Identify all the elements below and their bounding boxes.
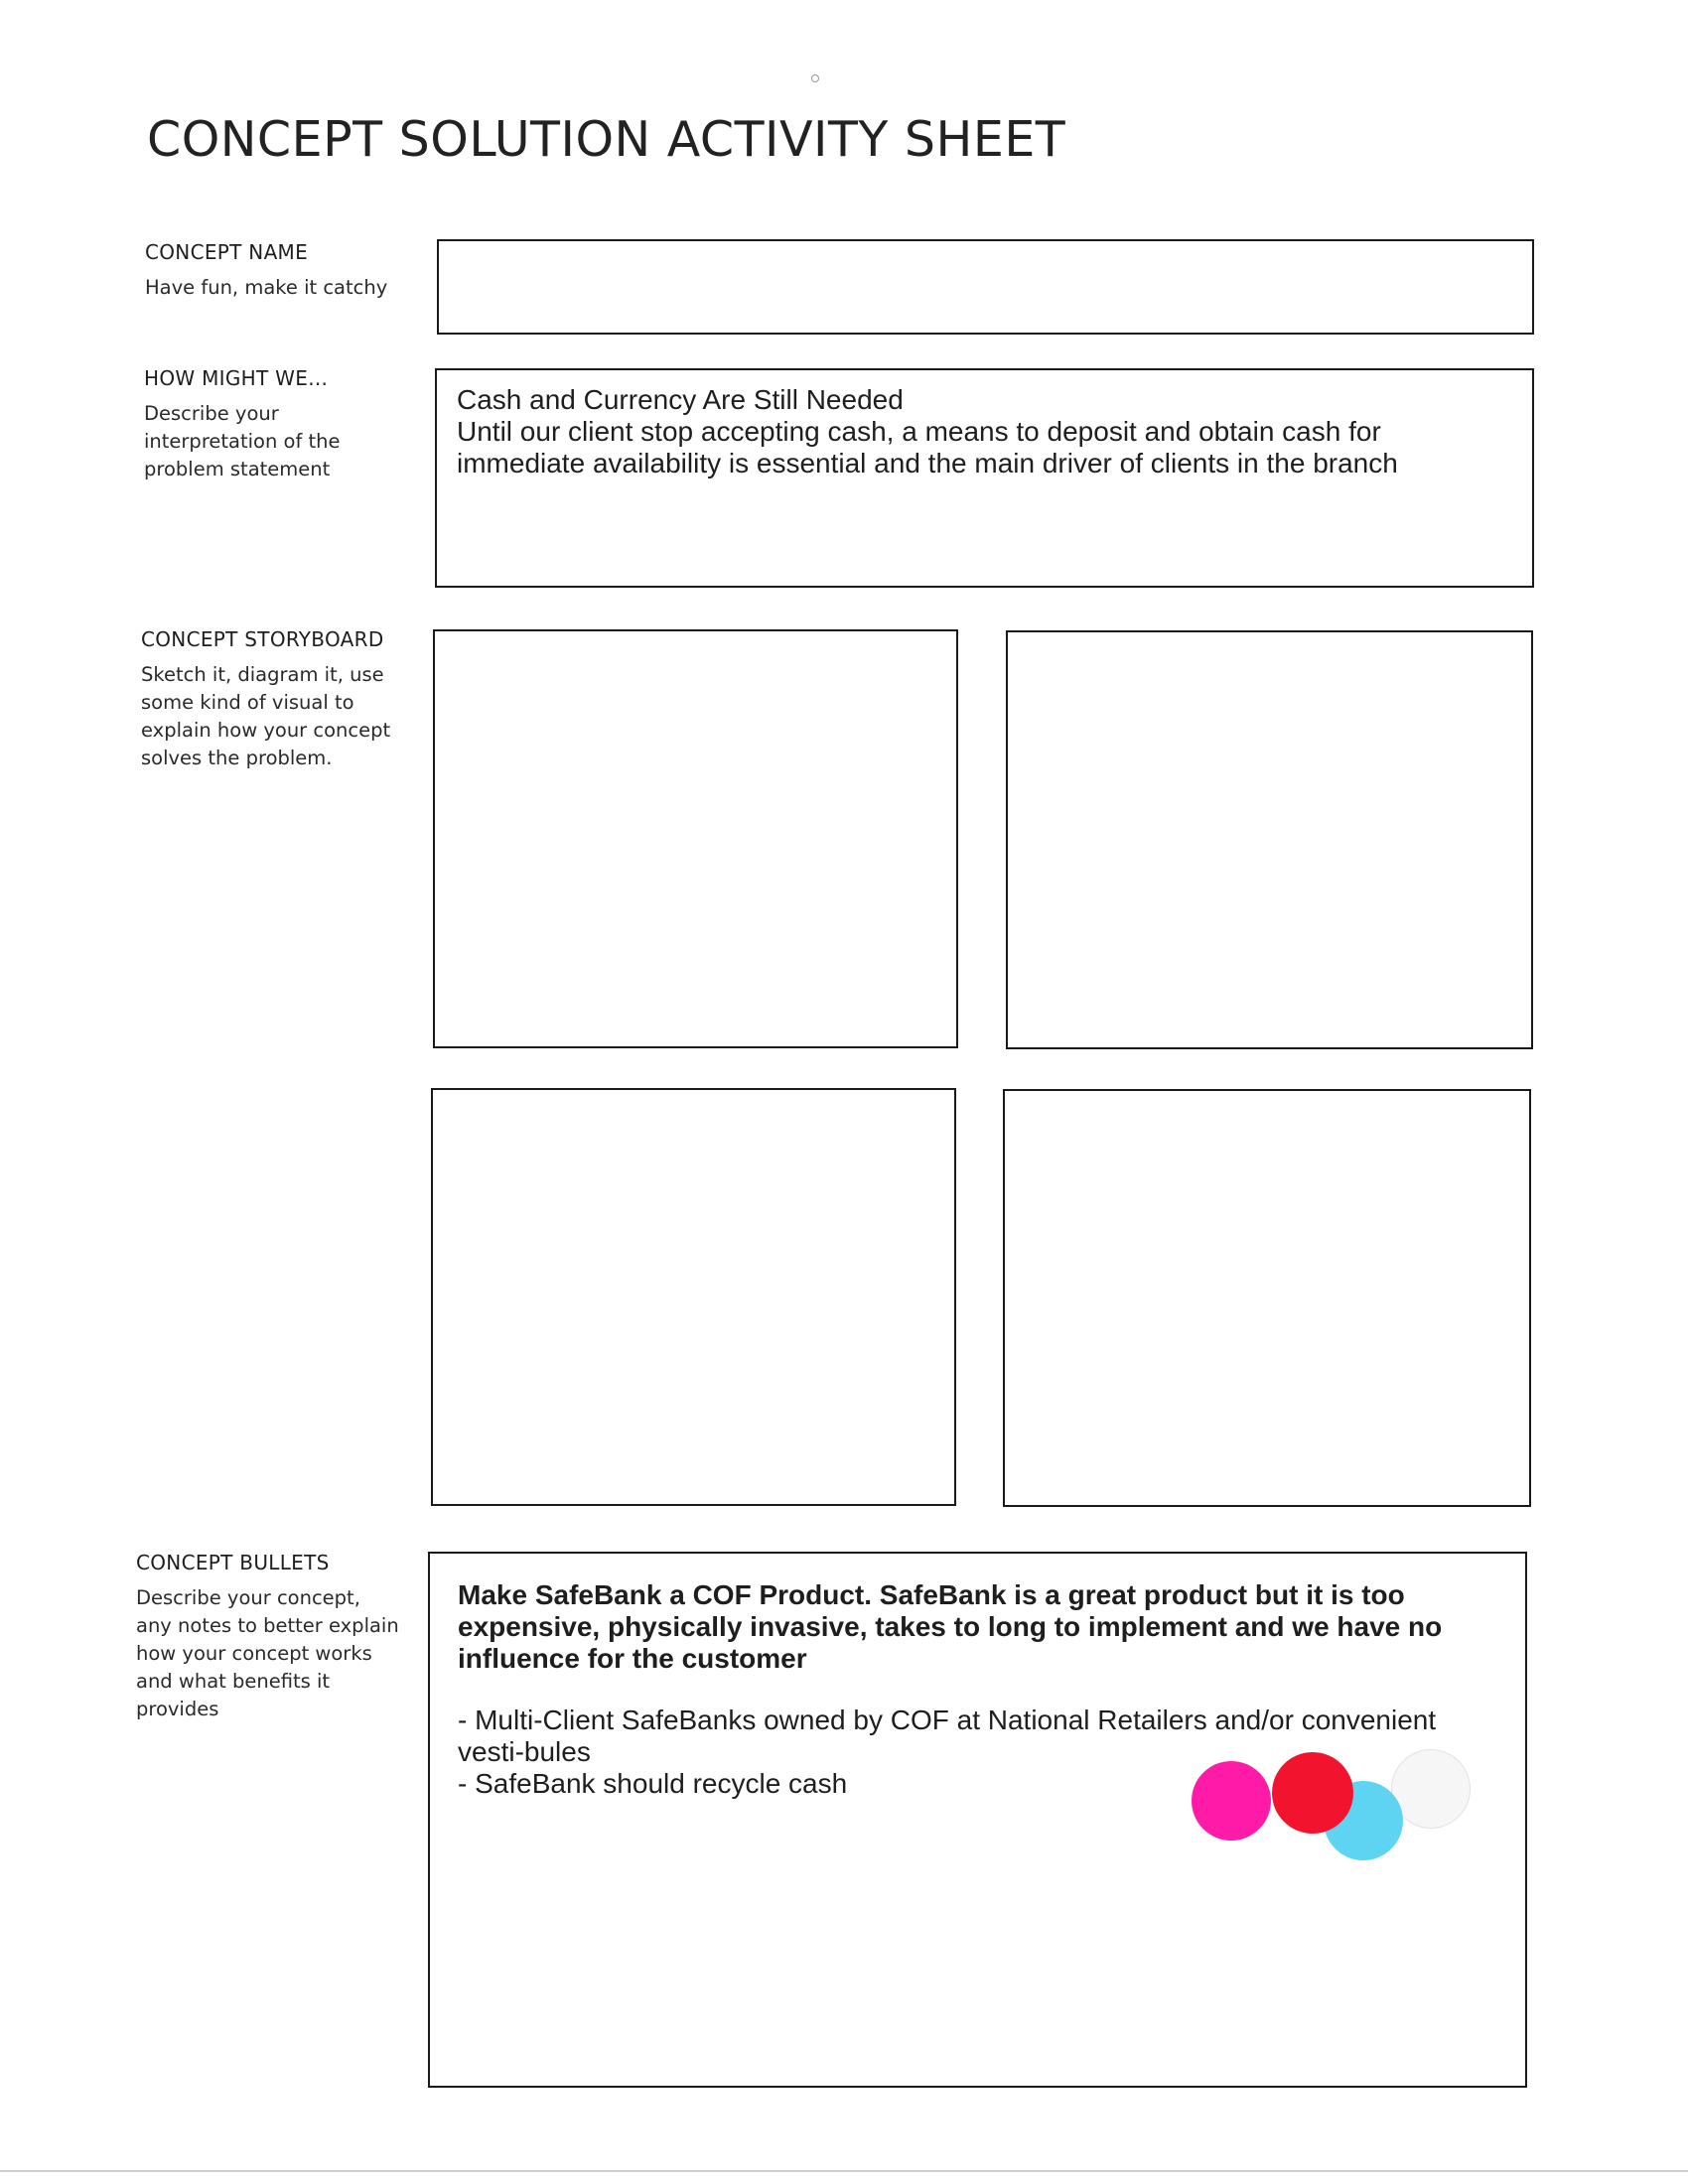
concept-name-label [145, 240, 413, 302]
sticker-dot-magenta [1192, 1761, 1271, 1841]
sticker-dot-white [1391, 1749, 1471, 1829]
storyboard-heading: CONCEPT STORYBOARD [141, 627, 384, 651]
storyboard-label [141, 627, 399, 772]
bullets-intro: Make SafeBank a COF Product. SafeBank is a great product but it is too expensive, physically invasive, takes to long to implement and we have no influence for the customer [458, 1579, 1443, 1674]
storyboard-description: Sketch it, diagram it, use some kind of visual to explain how your concept solves the problem. [141, 663, 391, 769]
how-might-we-title: Cash and Currency Are Still Needed [457, 384, 904, 415]
how-might-we-text [457, 384, 1489, 479]
how-might-we-description: Describe your interpretation of the problem statement [144, 402, 341, 480]
concept-name-field[interactable] [437, 239, 1534, 335]
bullets-heading: CONCEPT BULLETS [136, 1551, 330, 1574]
storyboard-panel-1[interactable] [433, 629, 958, 1048]
storyboard-panel-3[interactable] [431, 1088, 956, 1506]
bullets-description: Describe your concept, any notes to better explain how your concept works and what benefits it provides [136, 1586, 399, 1720]
bullets-field[interactable] [428, 1552, 1527, 2088]
how-might-we-heading: HOW MIGHT WE... [144, 366, 329, 390]
bullet-item: - SafeBank should recycle cash [458, 1768, 848, 1799]
bullets-label [136, 1551, 399, 1723]
sticker-dot-red [1272, 1752, 1353, 1834]
concept-name-heading: CONCEPT NAME [145, 240, 309, 264]
storyboard-panel-2[interactable] [1006, 630, 1533, 1049]
storyboard-panel-4[interactable] [1003, 1089, 1531, 1507]
how-might-we-label [144, 366, 412, 483]
page-title: CONCEPT SOLUTION ACTIVITY SHEET [147, 111, 1066, 168]
concept-name-description: Have fun, make it catchy [145, 276, 388, 299]
scan-speck [811, 74, 819, 82]
how-might-we-field[interactable] [435, 368, 1534, 588]
page-bottom-rule [0, 2170, 1688, 2172]
how-might-we-body: Until our client stop accepting cash, a means to deposit and obtain cash for immediate availability is essential and the main driver of clients in the branch [457, 416, 1398, 478]
bullet-item: - Multi-Client SafeBanks owned by COF at National Retailers and/or convenient vesti-bules [458, 1705, 1437, 1767]
